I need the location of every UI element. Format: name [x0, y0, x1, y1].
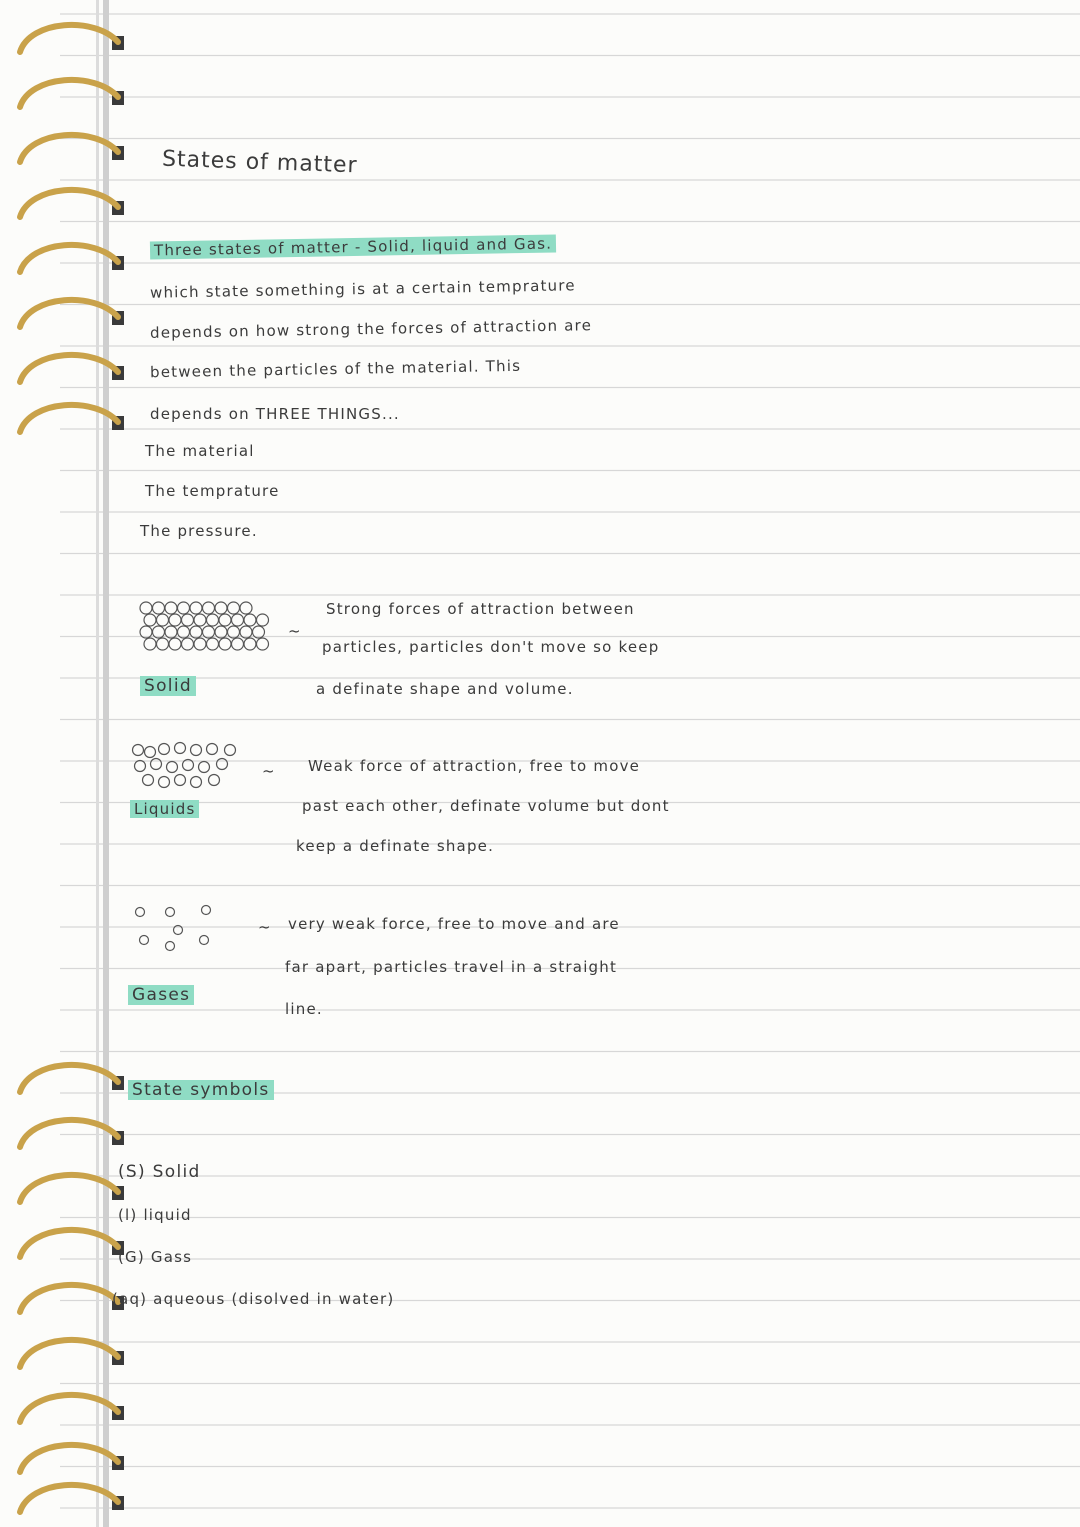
thing-material: The material	[145, 442, 255, 460]
spiral-ring	[20, 1120, 124, 1147]
intro-line-2: which state something is at a certain temprature	[149, 276, 576, 302]
liquid-desc-3: keep a definate shape.	[296, 837, 495, 855]
particle-circle	[257, 614, 269, 626]
particle-circle	[143, 775, 154, 786]
thing-temprature: The temprature	[145, 482, 280, 500]
particle-circle	[228, 602, 240, 614]
gas-particles-diagram	[130, 900, 240, 962]
spiral-ring	[20, 1065, 124, 1092]
particle-circle	[228, 626, 240, 638]
particle-circle	[178, 602, 190, 614]
spiral-ring	[20, 190, 124, 217]
particle-circle	[140, 602, 152, 614]
particle-circle	[207, 744, 218, 755]
particle-circle	[253, 626, 265, 638]
symbol-liquid: (l) liquid	[118, 1206, 192, 1224]
particle-circle	[191, 777, 202, 788]
spiral-ring	[20, 80, 124, 107]
particle-circle	[159, 777, 170, 788]
particle-circle	[157, 638, 169, 650]
spiral-ring	[20, 1230, 124, 1257]
particle-circle	[190, 602, 202, 614]
particle-circle	[182, 614, 194, 626]
particle-circle	[191, 745, 202, 756]
particle-circle	[194, 638, 206, 650]
spiral-ring	[20, 300, 124, 327]
particle-circle	[203, 602, 215, 614]
spiral-ring	[20, 25, 124, 52]
particle-circle	[169, 638, 181, 650]
particle-circle	[217, 759, 228, 770]
particle-circle	[215, 602, 227, 614]
particle-circle	[219, 638, 231, 650]
particle-circle	[140, 936, 149, 945]
symbol-gas: (G) Gass	[118, 1248, 193, 1266]
particle-circle	[240, 626, 252, 638]
particle-circle	[182, 638, 194, 650]
particle-circle	[232, 638, 244, 650]
spiral-ring	[20, 1395, 124, 1422]
particle-circle	[144, 614, 156, 626]
intro-line-3: depends on how strong the forces of attraction are	[149, 316, 593, 342]
particle-circle	[167, 762, 178, 773]
gas-desc-3: line.	[285, 1000, 323, 1018]
particle-circle	[166, 908, 175, 917]
particle-circle	[202, 906, 211, 915]
spiral-ring	[20, 1485, 124, 1512]
symbols-heading	[128, 1080, 274, 1100]
particle-circle	[175, 743, 186, 754]
symbol-solid: (S) Solid	[118, 1162, 201, 1182]
solid-label	[140, 676, 196, 696]
particle-circle	[225, 745, 236, 756]
particle-circle	[151, 759, 162, 770]
particle-circle	[244, 638, 256, 650]
gas-label-highlight: Gases	[128, 985, 194, 1005]
solid-label-highlight: Solid	[140, 676, 196, 696]
gas-tilde: ~	[258, 918, 272, 936]
particle-circle	[203, 626, 215, 638]
spiral-ring	[20, 355, 124, 382]
page-title: States of matter	[161, 146, 359, 179]
particle-circle	[153, 626, 165, 638]
particle-circle	[169, 614, 181, 626]
particle-circle	[166, 942, 175, 951]
particle-circle	[199, 762, 210, 773]
particle-circle	[209, 775, 220, 786]
liquid-particles-diagram	[130, 740, 250, 796]
particle-circle	[257, 638, 269, 650]
particle-circle	[200, 936, 209, 945]
particle-circle	[135, 761, 146, 772]
particle-circle	[144, 638, 156, 650]
particle-circle	[183, 760, 194, 771]
particle-circle	[190, 626, 202, 638]
solid-particles-diagram	[138, 598, 278, 660]
particle-circle	[240, 602, 252, 614]
symbols-heading-highlight: State symbols	[128, 1080, 274, 1100]
thing-pressure: The pressure.	[140, 522, 258, 540]
particle-circle	[159, 744, 170, 755]
gas-desc-1: very weak force, free to move and are	[288, 915, 620, 933]
particle-circle	[175, 775, 186, 786]
particle-circle	[136, 908, 145, 917]
particle-circle	[207, 638, 219, 650]
particle-circle	[244, 614, 256, 626]
particle-circle	[140, 626, 152, 638]
gas-label	[128, 985, 194, 1005]
solid-desc-3: a definate shape and volume.	[316, 680, 574, 698]
solid-desc-1: Strong forces of attraction between	[326, 600, 635, 618]
particle-circle	[194, 614, 206, 626]
particle-circle	[133, 745, 144, 756]
particle-circle	[145, 747, 156, 758]
intro-line-4: between the particles of the material. This	[149, 356, 522, 382]
spiral-ring	[20, 1175, 124, 1202]
liquid-label	[130, 800, 199, 818]
gas-desc-2: far apart, particles travel in a straight	[285, 958, 618, 976]
particle-circle	[219, 614, 231, 626]
intro-highlight: Three states of matter - Solid, liquid and Gas.	[150, 234, 556, 259]
liquid-tilde: ~	[262, 762, 276, 780]
spiral-ring	[20, 1285, 124, 1312]
particle-circle	[207, 614, 219, 626]
particle-circle	[165, 626, 177, 638]
spiral-ring	[20, 405, 124, 432]
particle-circle	[174, 926, 183, 935]
liquid-label-highlight: Liquids	[130, 800, 199, 818]
solid-tilde: ~	[288, 622, 302, 640]
particle-circle	[165, 602, 177, 614]
spiral-ring	[20, 245, 124, 272]
spiral-ring	[20, 135, 124, 162]
spiral-ring	[20, 1340, 124, 1367]
symbol-aqueous: (aq) aqueous (disolved in water)	[112, 1290, 395, 1308]
particle-circle	[153, 602, 165, 614]
particle-circle	[215, 626, 227, 638]
particle-circle	[157, 614, 169, 626]
solid-desc-2: particles, particles don't move so keep	[322, 638, 660, 656]
spiral-ring	[20, 1445, 124, 1472]
liquid-desc-1: Weak force of attraction, free to move	[308, 757, 641, 775]
particle-circle	[178, 626, 190, 638]
liquid-desc-2: past each other, definate volume but dont	[302, 797, 670, 815]
intro-line-5: depends on THREE THINGS...	[150, 405, 400, 423]
particle-circle	[232, 614, 244, 626]
